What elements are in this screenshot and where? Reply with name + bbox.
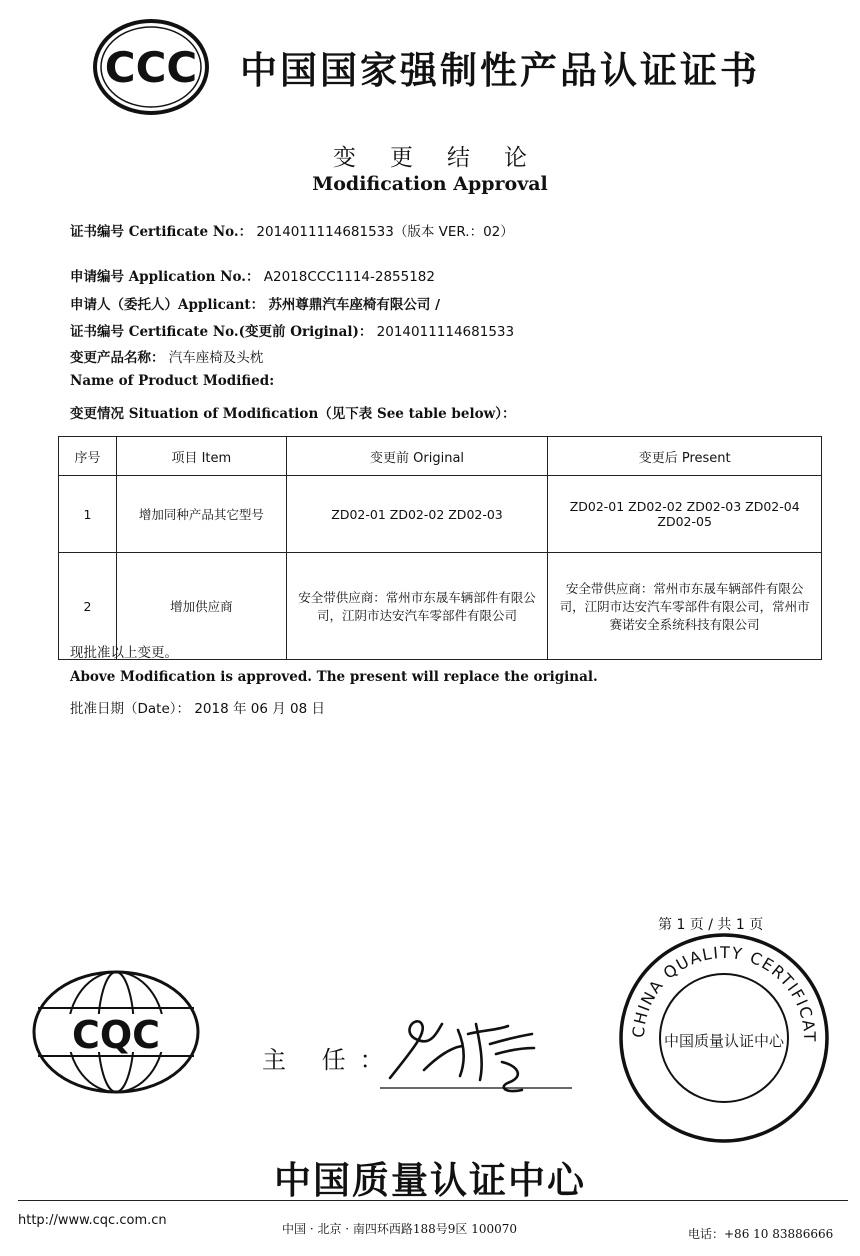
orig-cert-value: 2014011114681533 <box>376 324 515 340</box>
orig-cert-label: 证书编号 Certificate No.(变更前 Original)： <box>70 324 373 340</box>
row-original: 安全带供应商：常州市东晟车辆部件有限公司，江阴市达安汽车零部件有限公司 <box>286 553 548 660</box>
applicant-label: 申请人（委托人）Applicant： <box>70 297 265 313</box>
product-value: 汽车座椅及头枕 <box>168 350 264 366</box>
approval-cn: 现批准以上变更。 <box>70 645 178 661</box>
cqc-logo <box>30 968 202 1096</box>
app-no-line <box>70 265 435 285</box>
app-no-value: A2018CCC1114-2855182 <box>263 269 435 285</box>
app-no-label: 申请编号 Application No.： <box>70 269 260 285</box>
product-label-en-line <box>70 373 274 389</box>
date-value: 2018 年 06 月 08 日 <box>194 701 325 717</box>
address: 中国 · 北京 · 南四环西路188号9区 100070 <box>282 1222 518 1236</box>
row-present: 安全带供应商：常州市东晟车辆部件有限公司，江阴市达安汽车零部件有限公司，常州市赛诺安全系统科技有限公司 <box>548 553 822 660</box>
phone: 电话：+86 10 83886666 <box>688 1227 834 1241</box>
row-no: 2 <box>59 553 117 660</box>
website-link[interactable]: http://www.cqc.com.cn <box>18 1213 167 1228</box>
applicant-line <box>70 293 440 313</box>
table-row <box>59 476 822 553</box>
row-original: ZD02-01 ZD02-02 ZD02-03 <box>286 476 548 553</box>
modification-table <box>58 436 822 660</box>
svg-text:CHINA QUALITY CERTIFICATION CE <box>618 932 819 1043</box>
approval-en: Above Modification is approved. The present will replace the original. <box>70 669 598 685</box>
doc-title-cn: 变更结论 <box>333 145 561 171</box>
cqc-logo-text: CQC <box>71 1013 161 1057</box>
footer-divider <box>18 1200 848 1201</box>
row-item: 增加同种产品其它型号 <box>116 476 286 553</box>
product-label-en: Name of Product Modified: <box>70 373 275 389</box>
org-name: 中国质量认证中心 <box>274 1159 586 1202</box>
applicant-value: 苏州尊鼎汽车座椅有限公司 / <box>268 297 441 313</box>
ccc-logo-text: CCC <box>104 43 198 92</box>
cert-no-line <box>70 220 514 240</box>
row-item: 增加供应商 <box>116 553 286 660</box>
table-header-row <box>59 437 822 476</box>
situation-line <box>70 402 515 422</box>
date-label: 批准日期（Date）： <box>70 701 191 717</box>
director-label: 主 任： <box>262 1046 398 1074</box>
approval-date-line <box>70 697 325 717</box>
situation-label: 变更情况 Situation of Modification（见下表 See table below）： <box>70 406 516 422</box>
row-no: 1 <box>59 476 117 553</box>
product-line <box>70 346 263 366</box>
header-original: 变更前 Original <box>286 437 548 476</box>
stamp-outer-text: CHINA QUALITY CERTIFICAT <box>628 942 820 1043</box>
certificate-title: 中国国家强制性产品认证证书 <box>240 49 760 92</box>
official-stamp <box>618 932 830 1144</box>
doc-title-en: Modification Approval <box>312 173 548 195</box>
product-label-cn: 变更产品名称： <box>70 350 165 366</box>
row-present: ZD02-01 ZD02-02 ZD02-03 ZD02-04 ZD02-05 <box>548 476 822 553</box>
header-no: 序号 <box>59 437 117 476</box>
header-present: 变更后 Present <box>548 437 822 476</box>
orig-cert-line <box>70 320 514 340</box>
header-item: 项目 Item <box>116 437 286 476</box>
ccc-logo <box>92 18 210 116</box>
cert-no-label: 证书编号 Certificate No.： <box>70 224 253 240</box>
page-indicator: 第 1 页 / 共 1 页 <box>658 917 764 933</box>
cert-no-value: 2014011114681533（版本 VER.：02） <box>256 224 514 240</box>
director-signature <box>372 1000 582 1100</box>
stamp-inner-text: 中国质量认证中心 <box>663 1032 785 1050</box>
